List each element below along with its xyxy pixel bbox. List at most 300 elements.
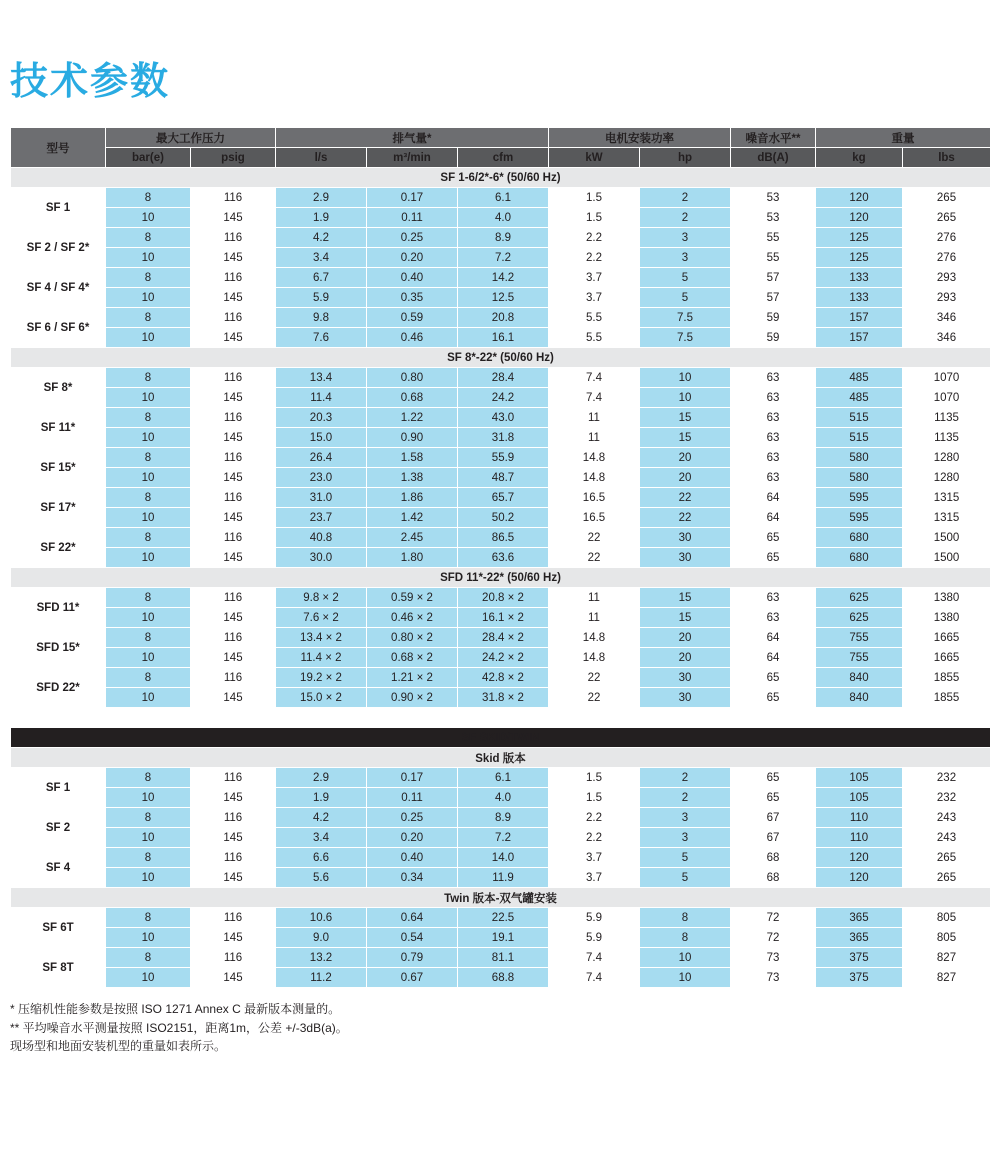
row-model-label: SF 1 (11, 188, 106, 228)
row-cell: 145 (191, 688, 276, 708)
row-cell: 116 (191, 848, 276, 868)
row-cell: 8 (106, 848, 191, 868)
row-cell: 1380 (903, 608, 991, 628)
row-cell: 2 (640, 768, 731, 788)
row-cell: 3.4 (276, 248, 367, 268)
row-cell: 8 (106, 268, 191, 288)
row-cell: 0.80 × 2 (367, 628, 458, 648)
row-cell: 116 (191, 528, 276, 548)
row-cell: 20 (640, 628, 731, 648)
row-cell: 7.4 (549, 388, 640, 408)
row-cell: 22 (549, 688, 640, 708)
row-cell: 805 (903, 928, 991, 948)
row-cell: 31.8 × 2 (458, 688, 549, 708)
row-cell: 16.5 (549, 488, 640, 508)
row-cell: 3 (640, 828, 731, 848)
row-cell: 10 (640, 368, 731, 388)
row-cell: 81.1 (458, 948, 549, 968)
table-row (11, 668, 991, 688)
row-model-label: SF 6 / SF 6* (11, 308, 106, 348)
header-unit-hp: hp (640, 148, 731, 168)
row-cell: 2.2 (549, 808, 640, 828)
row-cell: 53 (731, 188, 816, 208)
row-cell: 116 (191, 908, 276, 928)
header-unit-row (11, 148, 991, 168)
row-cell: 145 (191, 428, 276, 448)
row-cell: 2.2 (549, 228, 640, 248)
table-row (11, 408, 991, 428)
row-cell: 0.40 (367, 268, 458, 288)
row-cell: 8 (106, 408, 191, 428)
section-header (11, 348, 991, 368)
row-cell: 11.4 (276, 388, 367, 408)
row-cell: 145 (191, 608, 276, 628)
row-cell: 65 (731, 668, 816, 688)
row-model-label: SF 22* (11, 528, 106, 568)
row-cell: 105 (816, 788, 903, 808)
row-cell: 31.8 (458, 428, 549, 448)
row-cell: 1.5 (549, 188, 640, 208)
row-cell: 1665 (903, 628, 991, 648)
row-cell: 580 (816, 448, 903, 468)
row-cell: 375 (816, 968, 903, 988)
row-cell: 4.2 (276, 228, 367, 248)
row-cell: 1.5 (549, 768, 640, 788)
row-model-label: SF 2 (11, 808, 106, 848)
row-cell: 8 (106, 448, 191, 468)
row-cell: 116 (191, 768, 276, 788)
header-group-noise: 噪音水平** (731, 128, 816, 148)
footnote-2: ** 平均噪音水平测量按照 ISO2151，距离1m，公差 +/-3dB(a)。 (10, 1020, 348, 1035)
row-cell: 110 (816, 828, 903, 848)
row-cell: 145 (191, 208, 276, 228)
row-cell: 595 (816, 488, 903, 508)
row-cell: 2.45 (367, 528, 458, 548)
row-cell: 0.68 × 2 (367, 648, 458, 668)
row-cell: 65 (731, 768, 816, 788)
row-cell: 6.6 (276, 848, 367, 868)
row-cell: 63.6 (458, 548, 549, 568)
row-cell: 57 (731, 288, 816, 308)
subsection-header-label: Twin 版本-双气罐安装 (11, 888, 991, 908)
header-group-row (11, 128, 991, 148)
row-cell: 10 (640, 968, 731, 988)
row-cell: 10 (106, 328, 191, 348)
row-cell: 11 (549, 428, 640, 448)
row-cell: 116 (191, 948, 276, 968)
row-cell: 276 (903, 228, 991, 248)
table-row (11, 268, 991, 288)
row-cell: 125 (816, 248, 903, 268)
row-cell: 0.20 (367, 828, 458, 848)
row-cell: 1135 (903, 408, 991, 428)
section-header-label: SF 1-6/2*-6* (50/60 Hz) (11, 168, 991, 188)
row-cell: 15.0 × 2 (276, 688, 367, 708)
row-cell: 145 (191, 928, 276, 948)
row-cell: 145 (191, 388, 276, 408)
row-cell: 0.25 (367, 808, 458, 828)
row-cell: 1280 (903, 448, 991, 468)
row-cell: 625 (816, 608, 903, 628)
row-cell: 86.5 (458, 528, 549, 548)
row-cell: 63 (731, 468, 816, 488)
row-cell: 1.80 (367, 548, 458, 568)
row-cell: 840 (816, 688, 903, 708)
section-header-black-label: SF SKID/TWIN (11, 728, 991, 748)
row-cell: 1.5 (549, 788, 640, 808)
row-cell: 1.5 (549, 208, 640, 228)
row-cell: 13.4 × 2 (276, 628, 367, 648)
row-cell: 64 (731, 648, 816, 668)
row-cell: 63 (731, 368, 816, 388)
row-cell: 10 (106, 388, 191, 408)
row-cell: 16.1 × 2 (458, 608, 549, 628)
row-cell: 7.6 (276, 328, 367, 348)
row-cell: 67 (731, 828, 816, 848)
row-cell: 5.6 (276, 868, 367, 888)
row-cell: 6.1 (458, 188, 549, 208)
row-cell: 10 (106, 788, 191, 808)
row-cell: 265 (903, 848, 991, 868)
row-cell: 5 (640, 868, 731, 888)
row-cell: 0.59 × 2 (367, 588, 458, 608)
row-model-label: SFD 11* (11, 588, 106, 628)
row-cell: 43.0 (458, 408, 549, 428)
row-cell: 0.34 (367, 868, 458, 888)
row-cell: 22 (549, 548, 640, 568)
row-cell: 16.5 (549, 508, 640, 528)
row-cell: 28.4 × 2 (458, 628, 549, 648)
table-row (11, 548, 991, 568)
row-cell: 116 (191, 228, 276, 248)
row-cell: 0.90 (367, 428, 458, 448)
row-cell: 1135 (903, 428, 991, 448)
table-row (11, 948, 991, 968)
row-cell: 116 (191, 408, 276, 428)
row-cell: 65.7 (458, 488, 549, 508)
row-cell: 3 (640, 228, 731, 248)
header-unit-ls: l/s (276, 148, 367, 168)
row-cell: 22.5 (458, 908, 549, 928)
row-cell: 59 (731, 328, 816, 348)
row-cell: 72 (731, 908, 816, 928)
row-cell: 9.8 (276, 308, 367, 328)
row-model-label: SF 8T (11, 948, 106, 988)
row-cell: 8.9 (458, 228, 549, 248)
row-cell: 14.8 (549, 468, 640, 488)
row-cell: 0.54 (367, 928, 458, 948)
table-row (11, 608, 991, 628)
table-row (11, 928, 991, 948)
row-cell: 1070 (903, 368, 991, 388)
row-cell: 827 (903, 968, 991, 988)
row-cell: 1.9 (276, 788, 367, 808)
row-cell: 8 (106, 528, 191, 548)
row-cell: 7.4 (549, 948, 640, 968)
row-cell: 365 (816, 908, 903, 928)
table-row (11, 528, 991, 548)
row-cell: 13.4 (276, 368, 367, 388)
table-row (11, 368, 991, 388)
row-cell: 12.5 (458, 288, 549, 308)
row-cell: 6.1 (458, 768, 549, 788)
subsection-header (11, 888, 991, 908)
row-cell: 10 (106, 428, 191, 448)
row-cell: 8 (106, 668, 191, 688)
table-row (11, 768, 991, 788)
row-cell: 116 (191, 488, 276, 508)
row-cell: 2.2 (549, 248, 640, 268)
row-cell: 680 (816, 548, 903, 568)
row-cell: 0.20 (367, 248, 458, 268)
row-cell: 840 (816, 668, 903, 688)
row-cell: 53 (731, 208, 816, 228)
row-cell: 14.2 (458, 268, 549, 288)
row-cell: 30 (640, 548, 731, 568)
row-cell: 145 (191, 468, 276, 488)
header-unit-lbs: lbs (903, 148, 991, 168)
row-cell: 7.4 (549, 368, 640, 388)
row-cell: 10 (106, 928, 191, 948)
row-cell: 30 (640, 528, 731, 548)
row-cell: 0.59 (367, 308, 458, 328)
section-header-black (11, 728, 991, 748)
row-cell: 293 (903, 268, 991, 288)
row-cell: 346 (903, 328, 991, 348)
row-cell: 116 (191, 588, 276, 608)
row-cell: 55 (731, 248, 816, 268)
row-cell: 9.0 (276, 928, 367, 948)
row-cell: 8 (640, 908, 731, 928)
table-row (11, 788, 991, 808)
row-cell: 4.2 (276, 808, 367, 828)
row-cell: 265 (903, 208, 991, 228)
row-cell: 3 (640, 808, 731, 828)
row-model-label: SF 1 (11, 768, 106, 808)
table-row (11, 428, 991, 448)
row-cell: 68.8 (458, 968, 549, 988)
row-cell: 63 (731, 428, 816, 448)
row-cell: 10 (640, 948, 731, 968)
row-cell: 120 (816, 188, 903, 208)
row-cell: 24.2 (458, 388, 549, 408)
row-cell: 145 (191, 828, 276, 848)
row-cell: 116 (191, 668, 276, 688)
row-cell: 64 (731, 508, 816, 528)
row-cell: 0.67 (367, 968, 458, 988)
row-cell: 145 (191, 508, 276, 528)
row-cell: 68 (731, 868, 816, 888)
row-cell: 50.2 (458, 508, 549, 528)
row-cell: 243 (903, 828, 991, 848)
row-cell: 5.9 (549, 928, 640, 948)
row-cell: 1855 (903, 668, 991, 688)
row-cell: 0.25 (367, 228, 458, 248)
table-row (11, 308, 991, 328)
row-cell: 145 (191, 328, 276, 348)
row-cell: 0.68 (367, 388, 458, 408)
row-cell: 1.21 × 2 (367, 668, 458, 688)
row-cell: 120 (816, 848, 903, 868)
row-cell: 1.58 (367, 448, 458, 468)
row-cell: 26.4 (276, 448, 367, 468)
row-cell: 120 (816, 208, 903, 228)
row-cell: 515 (816, 428, 903, 448)
row-cell: 116 (191, 448, 276, 468)
row-cell: 7.2 (458, 828, 549, 848)
row-cell: 375 (816, 948, 903, 968)
table-row (11, 288, 991, 308)
footnotes (10, 1000, 1000, 1056)
row-cell: 10.6 (276, 908, 367, 928)
row-cell: 8 (106, 188, 191, 208)
row-cell: 10 (106, 468, 191, 488)
row-cell: 0.80 (367, 368, 458, 388)
row-cell: 14.8 (549, 448, 640, 468)
header-group-weight: 重量 (816, 128, 991, 148)
row-cell: 20.8 (458, 308, 549, 328)
row-cell: 1380 (903, 588, 991, 608)
row-cell: 145 (191, 548, 276, 568)
row-cell: 1.42 (367, 508, 458, 528)
row-cell: 8 (106, 808, 191, 828)
row-cell: 11 (549, 608, 640, 628)
table-row (11, 828, 991, 848)
header-unit-kw: kW (549, 148, 640, 168)
header-unit-cfm: cfm (458, 148, 549, 168)
row-cell: 346 (903, 308, 991, 328)
section-header (11, 168, 991, 188)
row-cell: 157 (816, 328, 903, 348)
row-cell: 680 (816, 528, 903, 548)
table-row (11, 688, 991, 708)
row-cell: 8 (106, 228, 191, 248)
row-cell: 24.2 × 2 (458, 648, 549, 668)
row-cell: 5.5 (549, 328, 640, 348)
row-cell: 63 (731, 408, 816, 428)
row-cell: 15 (640, 608, 731, 628)
row-cell: 0.46 × 2 (367, 608, 458, 628)
row-cell: 65 (731, 688, 816, 708)
footnote-3: 现场型和地面安装机型的重量如表所示。 (10, 1039, 227, 1054)
row-cell: 20.8 × 2 (458, 588, 549, 608)
row-cell: 8 (640, 928, 731, 948)
row-cell: 28.4 (458, 368, 549, 388)
row-cell: 110 (816, 808, 903, 828)
row-cell: 116 (191, 268, 276, 288)
row-cell: 11.2 (276, 968, 367, 988)
row-cell: 125 (816, 228, 903, 248)
table-row (11, 588, 991, 608)
row-model-label: SF 11* (11, 408, 106, 448)
row-cell: 10 (106, 548, 191, 568)
row-cell: 0.11 (367, 788, 458, 808)
row-model-label: SF 4 (11, 848, 106, 888)
row-cell: 23.0 (276, 468, 367, 488)
table-row (11, 508, 991, 528)
table-row (11, 388, 991, 408)
section-header-label: SF 8*-22* (50/60 Hz) (11, 348, 991, 368)
row-cell: 5 (640, 848, 731, 868)
row-cell: 15 (640, 428, 731, 448)
row-cell: 3.7 (549, 868, 640, 888)
row-cell: 485 (816, 388, 903, 408)
row-cell: 0.90 × 2 (367, 688, 458, 708)
row-cell: 23.7 (276, 508, 367, 528)
row-cell: 0.35 (367, 288, 458, 308)
page-title: 技术参数 (10, 61, 171, 103)
subsection-header-label: Skid 版本 (11, 748, 991, 768)
table-row (11, 908, 991, 928)
row-cell: 22 (640, 508, 731, 528)
row-cell: 48.7 (458, 468, 549, 488)
row-cell: 15.0 (276, 428, 367, 448)
row-cell: 2 (640, 188, 731, 208)
table-row (11, 648, 991, 668)
row-cell: 14.0 (458, 848, 549, 868)
row-cell: 4.0 (458, 208, 549, 228)
row-cell: 595 (816, 508, 903, 528)
row-model-label: SFD 15* (11, 628, 106, 668)
row-cell: 120 (816, 868, 903, 888)
table-row (11, 628, 991, 648)
table-row (11, 968, 991, 988)
row-cell: 14.8 (549, 648, 640, 668)
header-group-flow: 排气量* (276, 128, 549, 148)
table-row (11, 188, 991, 208)
row-cell: 63 (731, 388, 816, 408)
header-unit-kg: kg (816, 148, 903, 168)
row-model-label: SF 6T (11, 908, 106, 948)
row-cell: 22 (549, 668, 640, 688)
row-cell: 9.8 × 2 (276, 588, 367, 608)
row-cell: 10 (106, 608, 191, 628)
row-cell: 1315 (903, 488, 991, 508)
row-cell: 10 (106, 648, 191, 668)
table-row (11, 868, 991, 888)
row-cell: 55.9 (458, 448, 549, 468)
row-cell: 57 (731, 268, 816, 288)
row-cell: 2.9 (276, 768, 367, 788)
row-cell: 6.7 (276, 268, 367, 288)
row-cell: 8 (106, 948, 191, 968)
row-cell: 805 (903, 908, 991, 928)
row-cell: 1855 (903, 688, 991, 708)
row-cell: 5 (640, 268, 731, 288)
row-cell: 8 (106, 368, 191, 388)
row-cell: 20 (640, 468, 731, 488)
row-cell: 3.4 (276, 828, 367, 848)
row-cell: 65 (731, 788, 816, 808)
row-cell: 157 (816, 308, 903, 328)
row-model-label: SF 4 / SF 4* (11, 268, 106, 308)
table-row (11, 848, 991, 868)
table-row (11, 248, 991, 268)
row-cell: 22 (640, 488, 731, 508)
row-model-label: SF 15* (11, 448, 106, 488)
row-cell: 8 (106, 588, 191, 608)
row-cell: 3.7 (549, 268, 640, 288)
row-cell: 72 (731, 928, 816, 948)
row-cell: 11 (549, 408, 640, 428)
row-cell: 1070 (903, 388, 991, 408)
row-cell: 0.17 (367, 188, 458, 208)
spec-sheet-page (0, 50, 1000, 1156)
row-cell: 40.8 (276, 528, 367, 548)
row-cell: 232 (903, 768, 991, 788)
row-cell: 13.2 (276, 948, 367, 968)
row-cell: 64 (731, 628, 816, 648)
